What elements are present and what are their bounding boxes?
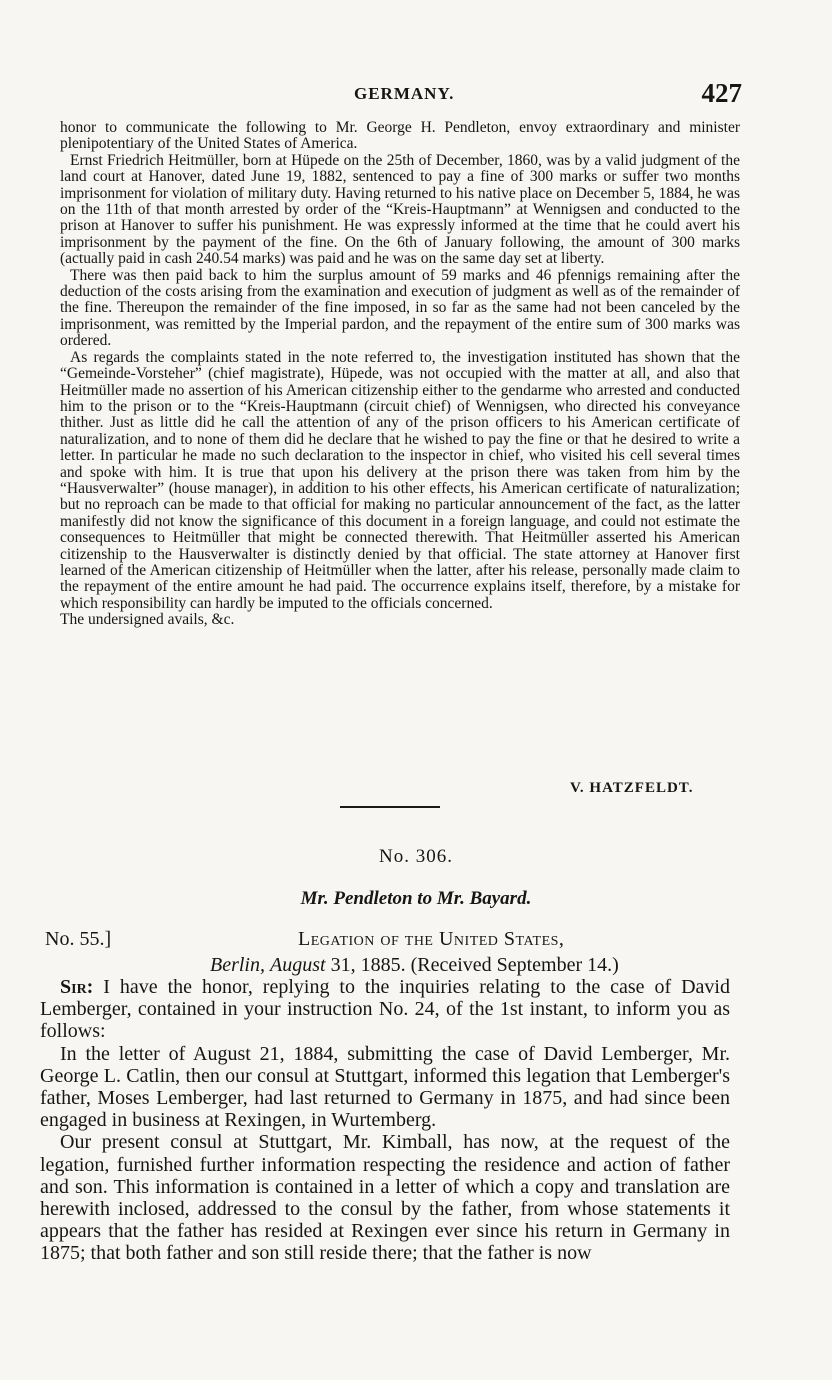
legation-heading: Legation of the United States, <box>298 928 565 950</box>
letter-paragraph: There was then paid back to him the surplus amount of 59 marks and 46 pfennigs remaining after the deduction of the costs arising from the examination and execution of judgment as well as of the remainder of the fine. Thereupon the remainder of the fine imposed, in so far as the same had not been canceled by the imprisonment, was remitted by the Imperial pardon, and the repayment of the entire sum of 300 marks was ordered. <box>60 266 740 350</box>
section-divider <box>340 806 440 808</box>
page-header <box>60 80 750 110</box>
dispatch-body <box>40 976 730 1265</box>
dateline-rest: 31, 1885. (Received September 14.) <box>330 954 619 976</box>
dispatch-paragraph-text: I have the honor, replying to the inquiries relating to the case of David Lemberger, contained in your instruction No. 24, of the 1st instant, to inform you as follows: <box>40 976 730 1043</box>
dateline <box>210 954 619 977</box>
dispatch-number: No. 55.] <box>45 928 112 950</box>
letter-paragraph: honor to communicate the following to Mr. George H. Pendleton, envoy extraordinary and minister plenipotentiary of the United States of America. <box>60 119 740 153</box>
dispatch-paragraph: Our present consul at Stuttgart, Mr. Kimball, has now, at the request of the legation, furnished further information respecting the residence and action of father and son. This information is contained in a letter of which a copy and translation are herewith inclosed, addressed to the consul by the father, from whose statements it appears that the father has resided at Rexingen ever since his return in Germany in 1875; that both father and son still reside there; that the father is now <box>40 1131 730 1265</box>
signature: V. HATZFELDT. <box>570 780 694 796</box>
dispatch-paragraph <box>40 976 730 1043</box>
document-subheading: Mr. Pendleton to Mr. Bayard. <box>300 888 532 909</box>
salutation: Sir: <box>60 976 94 998</box>
letter-paragraph: Ernst Friedrich Heitmüller, born at Hüpede on the 25th of December, 1860, was by a valid judgment of the land court at Hanover, dated June 19, 1882, sentenced to pay a fine of 300 marks or suffer two months imprisonment for violation of military duty. Having returned to his native place on December 5, 1884, he was on the 11th of that month arrested by order of the “Kreis-Hauptmann” at Wennigsen and conducted to the prison at Hanover to suffer his punishment. He was expressly informed at the time that he could avert his imprisonment by the payment of the fine. On the 6th of January following, the amount of 300 marks (actually paid in cash 240.54 marks) was paid and he was on the same day set at liberty. <box>60 151 740 268</box>
document-number: No. 306. <box>379 846 453 867</box>
dateline-month: August <box>270 954 326 976</box>
letter-closing: The undersigned avails, &c. <box>60 611 235 629</box>
running-head: GERMANY. <box>354 84 455 103</box>
dispatch-paragraph: In the letter of August 21, 1884, submitting the case of David Lemberger, Mr. George L. Catlin, then our consul at Stuttgart, informed this legation that Lemberger's father, Moses Lemberger, had last returned to Germany in 1875, and had since been engaged in business at Rexingen, in Wurtemberg. <box>40 1042 730 1132</box>
letter-body <box>60 120 740 629</box>
letter-paragraph: As regards the complaints stated in the note referred to, the investigation instituted has shown that the “Gemeinde-Vorsteher” (chief magistrate), Hüpede, was not occupied with the matter at all, and also that Heitmüller made no assertion of his American citizenship either to the gendarme who arrested and conducted him to the prison or to the “Kreis-Hauptmann (circuit chief) of Wennigsen, who directed his conveyance thither. Just as little did he call the attention of any of the prison officers to his American certificate of naturalization, and to none of them did he declare that he wished to pay the fine or that he desired to write a letter. In particular he made no such declaration to the inspector in chief, who visited his cell several times and spoke with him. It is true that upon his delivery at the prison there was taken from him by the “Hausverwalter” (house manager), in addition to his other effects, his American certificate of naturalization; but no reproach can be made to that official for making no particular announcement of the fact, as the latter manifestly did not know the significance of this document in a foreign language, and could not estimate the consequences to Heitmüller that might be connected therewith. That Heitmüller asserted his American citizenship to the Hausverwalter is distinctly denied by that official. The state attorney at Hanover first learned of the American citizenship of Heitmüller when the latter, after his release, personally made claim to the repayment of the entire amount he had paid. The occurrence explains itself, therefore, by a mistake for which responsibility can hardly be imputed to the officials concerned. <box>60 348 740 612</box>
page-number: 427 <box>701 78 742 108</box>
dateline-place: Berlin, <box>210 954 265 976</box>
